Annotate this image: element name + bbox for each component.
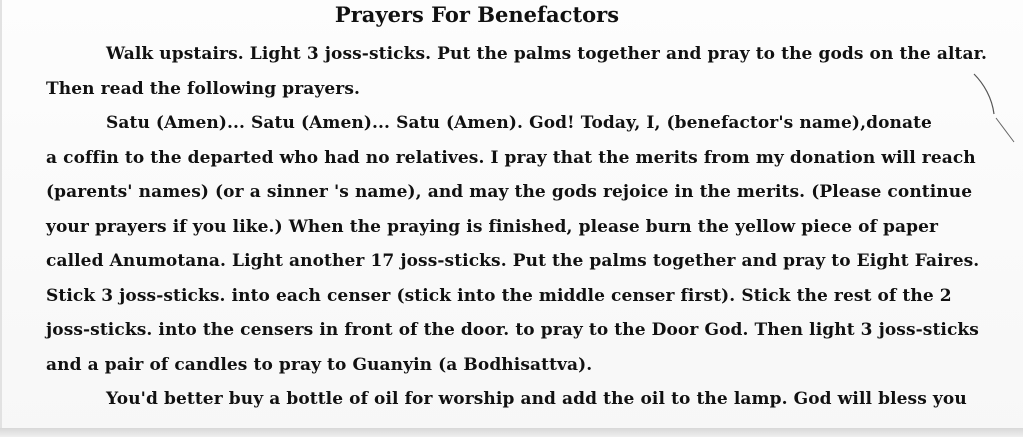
pen-stroke-mark [962, 70, 1022, 150]
text-line-8: Stick 3 joss-sticks. into each censer (stick into the middle censer first). Stick the rest of the 2 [46, 286, 952, 306]
text-line-5: (parents' names) (or a sinner 's name), and may the gods rejoice in the merits. (Please continue [46, 182, 973, 202]
text-line-11: You'd better buy a bottle of oil for worship and add the oil to the lamp. God will bless you [106, 389, 967, 409]
text-line-2: Then read the following prayers. [46, 79, 361, 99]
text-line-1: Walk upstairs. Light 3 joss-sticks. Put the palms together and pray to the gods on the altar. [106, 44, 988, 64]
page-title: Prayers For Benefactors [334, 2, 620, 27]
text-line-3: Satu (Amen)... Satu (Amen)... Satu (Amen). God! Today, I, (benefactor's name),donate [106, 113, 932, 133]
text-line-9: joss-sticks. into the censers in front of the door. to pray to the Door God. Then light 3 joss-sticks [46, 320, 979, 340]
page-bottom-edge [0, 428, 1023, 437]
text-line-10: and a pair of candles to pray to Guanyin (a Bodhisattva). [46, 355, 593, 375]
text-line-7: called Anumotana. Light another 17 joss-sticks. Put the palms together and pray to Eight Faires. [46, 251, 980, 271]
text-line-6: your prayers if you like.) When the praying is finished, please burn the yellow piece of paper [46, 217, 939, 237]
text-line-4: a coffin to the departed who had no relatives. I pray that the merits from my donation will reach [46, 148, 976, 168]
